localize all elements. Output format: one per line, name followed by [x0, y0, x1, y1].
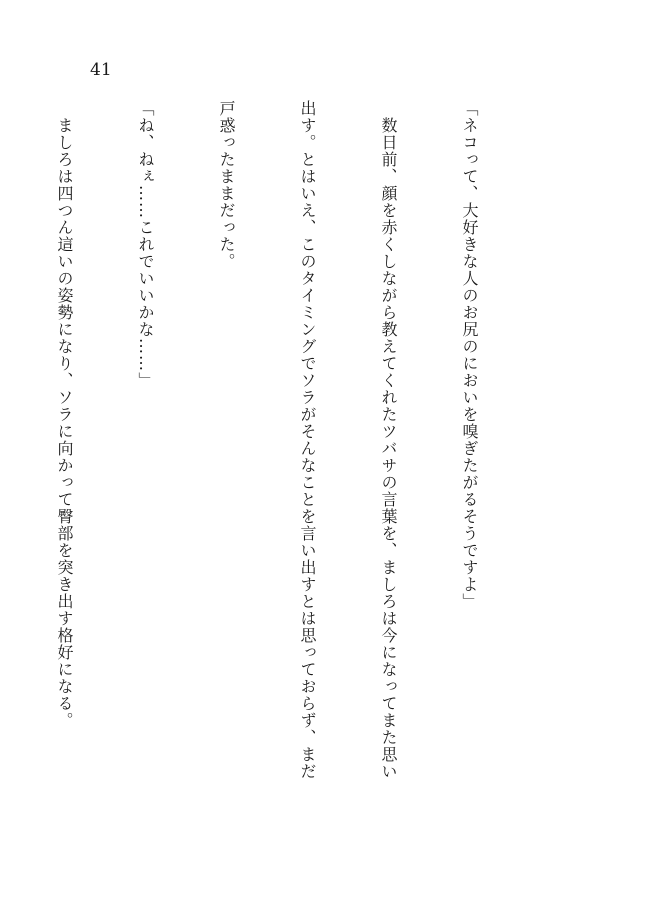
text-line: 数日前、顔を赤くしながら教えてくれたツバサの言葉を、ましろは今になってまた思い: [379, 100, 398, 780]
text-line: 出す。とはいえ、このタイミングでソラがそんなことを言い出すとは思っておらず、まだ: [298, 100, 317, 780]
text-line: 戸惑ったままだった。: [217, 100, 236, 270]
text-line: ましろは四つん這いの姿勢になり、ソラに向かって臀部を突き出す格好になる。: [55, 100, 74, 729]
body-text: [55, 100, 537, 860]
text-line: 「ネコって、大好きな人のお尻のにおいを嗅ぎたがるそうですよ」: [460, 100, 479, 610]
text-line: 「ね、ねぇ……これでいいかな……」: [136, 100, 155, 389]
page-number: 41: [90, 60, 112, 80]
